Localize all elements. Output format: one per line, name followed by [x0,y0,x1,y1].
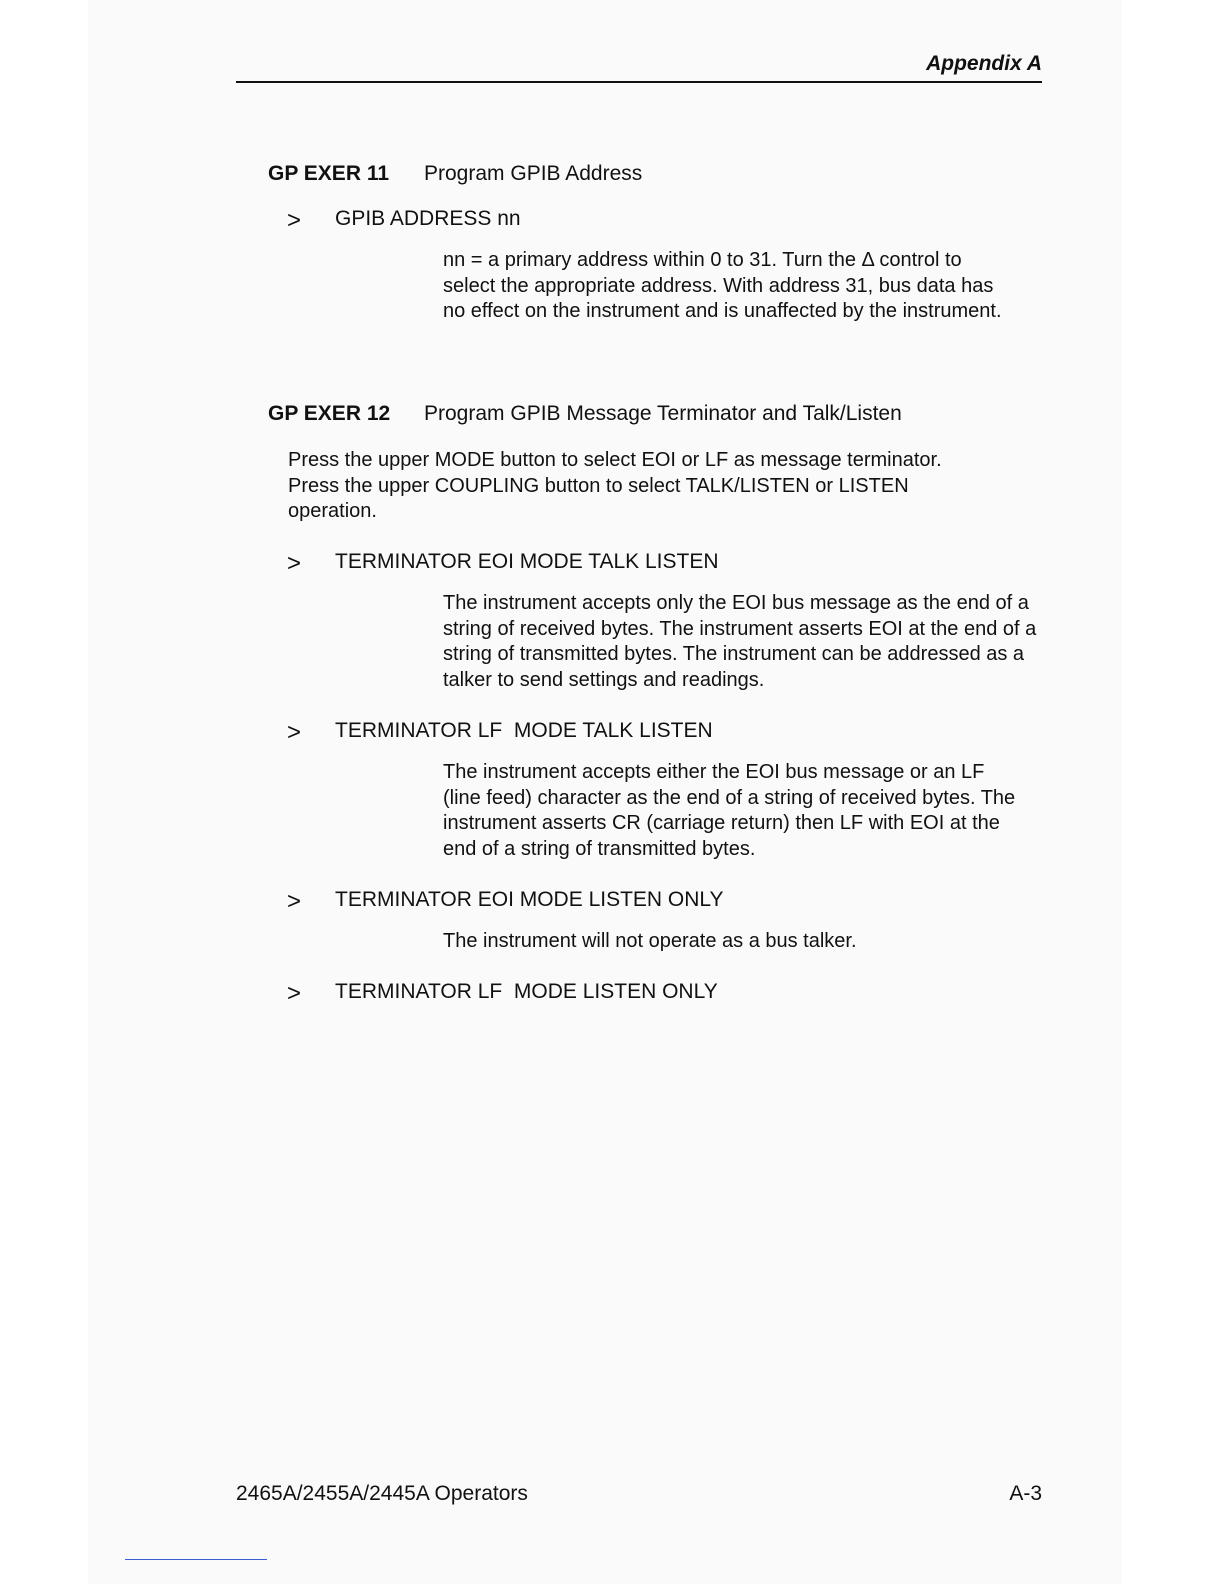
terminator-lf-listen-only-prompt: TERMINATOR LF MODE LISTEN ONLY [335,980,718,1003]
prompt-marker: > [287,550,302,577]
terminator-lf-talk-listen-prompt: TERMINATOR LF MODE TALK LISTEN [335,719,713,742]
header-rule [236,81,1042,83]
appendix-header: Appendix A [926,52,1042,75]
prompt-marker: > [287,980,302,1007]
footer-link-underline [125,1559,267,1560]
exer-12-intro: Press the upper MODE button to select EOI or LF as message terminator. Press the upper COUPLING button to select TALK/LISTEN or LISTEN operation. [288,449,942,523]
prompt-marker: > [287,207,302,234]
gpib-address-description: nn = a primary address within 0 to 31. Turn the Δ control to select the appropriate address. With address 31, bus data has no effect on the instrument and is unaffected by the instrument. [443,249,1002,323]
terminator-lf-talk-listen-description: The instrument accepts either the EOI bus message or an LF (line feed) character as the end of a string of received bytes. The instrument asserts CR (carriage return) then LF with EOI at the end of a string of transmitted bytes. [443,761,1016,860]
footer-page-number: A-3 [1009,1482,1042,1505]
exer-11-number: GP EXER 11 [268,162,390,185]
terminator-eoi-talk-listen-description: The instrument accepts only the EOI bus message as the end of a string of received bytes. The instrument asserts EOI at the end of a string of transmitted bytes. The instrument can be addressed as a talker to send settings and readings. [443,592,1037,691]
exer-12-title: Program GPIB Message Terminator and Talk/Listen [424,402,902,425]
exer-11-title: Program GPIB Address [424,162,643,185]
terminator-eoi-listen-only-prompt: TERMINATOR EOI MODE LISTEN ONLY [335,888,724,911]
terminator-eoi-talk-listen-prompt: TERMINATOR EOI MODE TALK LISTEN [335,550,719,573]
prompt-marker: > [287,719,302,746]
gpib-address-prompt: GPIB ADDRESS nn [335,207,521,230]
prompt-marker: > [287,888,302,915]
exer-12-number: GP EXER 12 [268,402,391,425]
terminator-eoi-listen-only-description: The instrument will not operate as a bus talker. [443,930,857,952]
footer-manual-title: 2465A/2455A/2445A Operators [236,1482,528,1505]
